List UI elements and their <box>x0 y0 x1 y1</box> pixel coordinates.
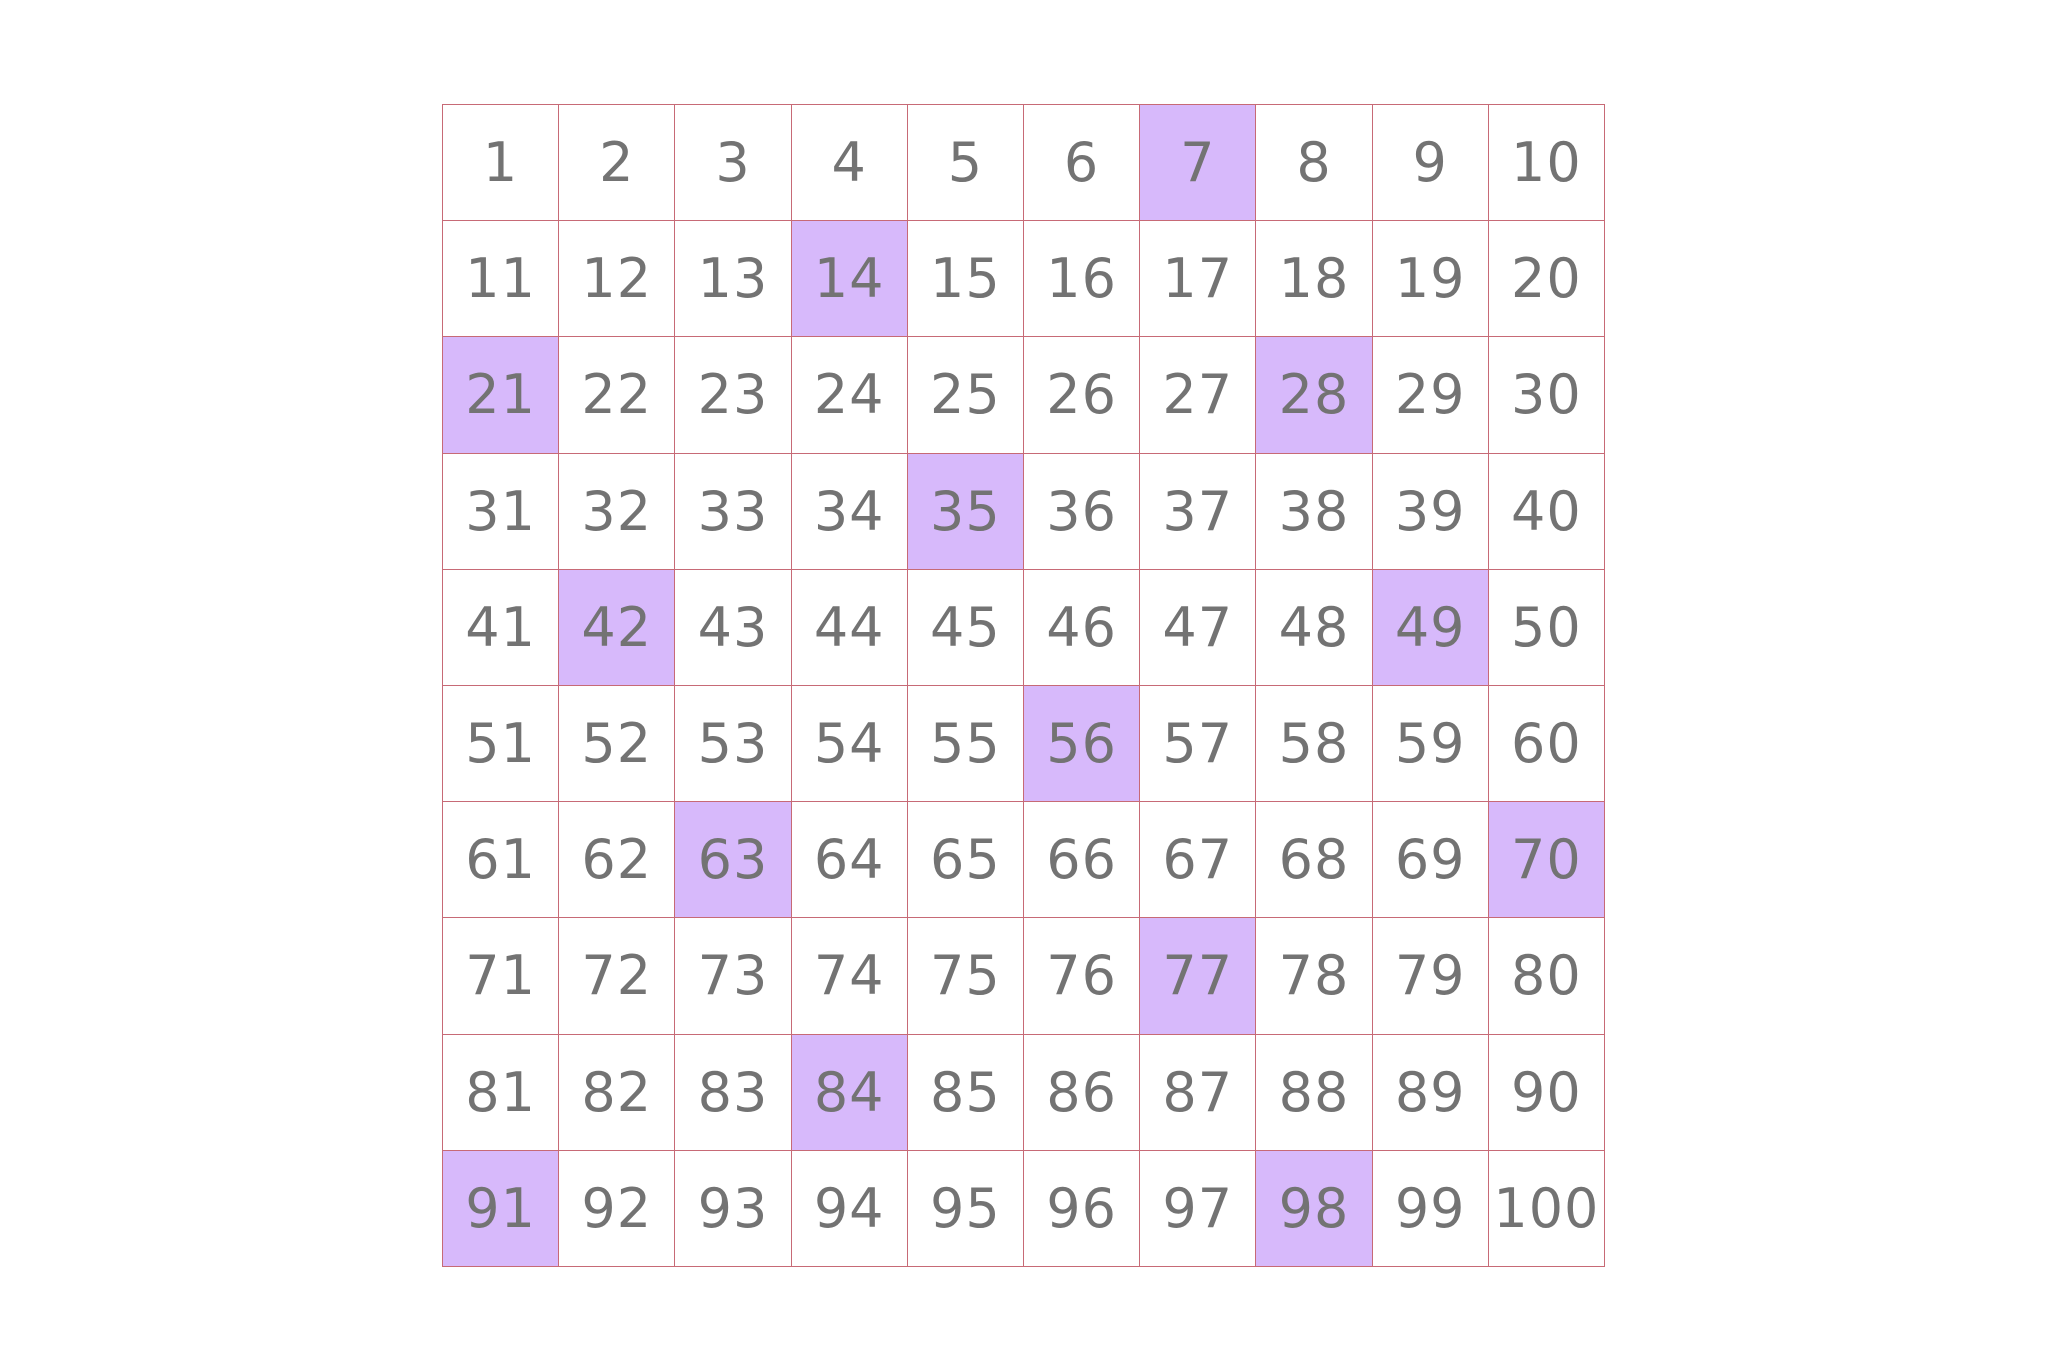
grid-cell[interactable]: 4 <box>792 105 908 221</box>
grid-cell[interactable]: 95 <box>908 1151 1024 1267</box>
grid-cell[interactable]: 12 <box>559 221 675 337</box>
grid-cell[interactable]: 34 <box>792 454 908 570</box>
grid-cell[interactable]: 73 <box>675 918 791 1034</box>
grid-cell[interactable]: 97 <box>1140 1151 1256 1267</box>
grid-cell[interactable]: 1 <box>443 105 559 221</box>
grid-cell-highlighted[interactable]: 70 <box>1489 802 1605 918</box>
hundred-chart-grid <box>442 104 1605 1267</box>
grid-cell[interactable]: 31 <box>443 454 559 570</box>
grid-cell[interactable]: 29 <box>1373 337 1489 453</box>
grid-cell[interactable]: 3 <box>675 105 791 221</box>
grid-cell[interactable]: 36 <box>1024 454 1140 570</box>
grid-cell[interactable]: 96 <box>1024 1151 1140 1267</box>
grid-cell[interactable]: 87 <box>1140 1035 1256 1151</box>
grid-cell-highlighted[interactable]: 63 <box>675 802 791 918</box>
grid-cell[interactable]: 99 <box>1373 1151 1489 1267</box>
grid-cell[interactable]: 67 <box>1140 802 1256 918</box>
grid-cell[interactable]: 88 <box>1256 1035 1372 1151</box>
grid-cell[interactable]: 10 <box>1489 105 1605 221</box>
grid-cell[interactable]: 82 <box>559 1035 675 1151</box>
grid-cell[interactable]: 85 <box>908 1035 1024 1151</box>
grid-cell-highlighted[interactable]: 84 <box>792 1035 908 1151</box>
grid-cell[interactable]: 23 <box>675 337 791 453</box>
grid-cell[interactable]: 68 <box>1256 802 1372 918</box>
grid-cell-highlighted[interactable]: 49 <box>1373 570 1489 686</box>
grid-cell[interactable]: 18 <box>1256 221 1372 337</box>
grid-cell[interactable]: 94 <box>792 1151 908 1267</box>
grid-cell[interactable]: 92 <box>559 1151 675 1267</box>
grid-cell[interactable]: 54 <box>792 686 908 802</box>
grid-cell[interactable]: 40 <box>1489 454 1605 570</box>
grid-cell[interactable]: 39 <box>1373 454 1489 570</box>
grid-cell[interactable]: 83 <box>675 1035 791 1151</box>
grid-cell[interactable]: 47 <box>1140 570 1256 686</box>
grid-cell-highlighted[interactable]: 28 <box>1256 337 1372 453</box>
grid-cell[interactable]: 58 <box>1256 686 1372 802</box>
grid-cell[interactable]: 33 <box>675 454 791 570</box>
grid-cell[interactable]: 62 <box>559 802 675 918</box>
grid-cell[interactable]: 5 <box>908 105 1024 221</box>
grid-cell[interactable]: 9 <box>1373 105 1489 221</box>
grid-cell[interactable]: 51 <box>443 686 559 802</box>
grid-cell[interactable]: 24 <box>792 337 908 453</box>
grid-cell[interactable]: 80 <box>1489 918 1605 1034</box>
grid-cell[interactable]: 13 <box>675 221 791 337</box>
grid-cell-highlighted[interactable]: 14 <box>792 221 908 337</box>
grid-cell-highlighted[interactable]: 91 <box>443 1151 559 1267</box>
grid-cell[interactable]: 57 <box>1140 686 1256 802</box>
grid-cell[interactable]: 48 <box>1256 570 1372 686</box>
grid-cell[interactable]: 17 <box>1140 221 1256 337</box>
grid-cell[interactable]: 74 <box>792 918 908 1034</box>
grid-cell[interactable]: 2 <box>559 105 675 221</box>
grid-cell[interactable]: 27 <box>1140 337 1256 453</box>
grid-cell-highlighted[interactable]: 42 <box>559 570 675 686</box>
grid-cell[interactable]: 71 <box>443 918 559 1034</box>
grid-cell[interactable]: 55 <box>908 686 1024 802</box>
grid-cell[interactable]: 52 <box>559 686 675 802</box>
grid-cell[interactable]: 15 <box>908 221 1024 337</box>
grid-cell-highlighted[interactable]: 21 <box>443 337 559 453</box>
grid-cell[interactable]: 53 <box>675 686 791 802</box>
grid-cell[interactable]: 11 <box>443 221 559 337</box>
grid-cell[interactable]: 45 <box>908 570 1024 686</box>
grid-cell[interactable]: 46 <box>1024 570 1140 686</box>
grid-cell-highlighted[interactable]: 77 <box>1140 918 1256 1034</box>
grid-cell[interactable]: 60 <box>1489 686 1605 802</box>
grid-cell[interactable]: 50 <box>1489 570 1605 686</box>
grid-cell[interactable]: 26 <box>1024 337 1140 453</box>
grid-cell[interactable]: 25 <box>908 337 1024 453</box>
grid-cell[interactable]: 90 <box>1489 1035 1605 1151</box>
grid-cell[interactable]: 78 <box>1256 918 1372 1034</box>
grid-cell[interactable]: 16 <box>1024 221 1140 337</box>
grid-cell[interactable]: 8 <box>1256 105 1372 221</box>
grid-cell[interactable]: 65 <box>908 802 1024 918</box>
grid-cell[interactable]: 69 <box>1373 802 1489 918</box>
grid-cell[interactable]: 44 <box>792 570 908 686</box>
grid-cell[interactable]: 19 <box>1373 221 1489 337</box>
grid-cell[interactable]: 64 <box>792 802 908 918</box>
grid-cell[interactable]: 6 <box>1024 105 1140 221</box>
grid-cell[interactable]: 72 <box>559 918 675 1034</box>
grid-cell[interactable]: 30 <box>1489 337 1605 453</box>
grid-cell[interactable]: 81 <box>443 1035 559 1151</box>
grid-cell[interactable]: 22 <box>559 337 675 453</box>
grid-cell[interactable]: 86 <box>1024 1035 1140 1151</box>
grid-cell[interactable]: 38 <box>1256 454 1372 570</box>
grid-cell-highlighted[interactable]: 7 <box>1140 105 1256 221</box>
grid-cell[interactable]: 59 <box>1373 686 1489 802</box>
grid-cell[interactable]: 89 <box>1373 1035 1489 1151</box>
grid-cell-highlighted[interactable]: 56 <box>1024 686 1140 802</box>
grid-cell-highlighted[interactable]: 35 <box>908 454 1024 570</box>
grid-cell[interactable]: 93 <box>675 1151 791 1267</box>
grid-cell[interactable]: 76 <box>1024 918 1140 1034</box>
grid-cell[interactable]: 43 <box>675 570 791 686</box>
grid-cell[interactable]: 32 <box>559 454 675 570</box>
grid-cell[interactable]: 79 <box>1373 918 1489 1034</box>
grid-cell-highlighted[interactable]: 98 <box>1256 1151 1372 1267</box>
grid-cell[interactable]: 20 <box>1489 221 1605 337</box>
grid-cell[interactable]: 37 <box>1140 454 1256 570</box>
grid-cell[interactable]: 100 <box>1489 1151 1605 1267</box>
grid-cell[interactable]: 75 <box>908 918 1024 1034</box>
grid-cell[interactable]: 41 <box>443 570 559 686</box>
grid-cell[interactable]: 66 <box>1024 802 1140 918</box>
grid-cell[interactable]: 61 <box>443 802 559 918</box>
